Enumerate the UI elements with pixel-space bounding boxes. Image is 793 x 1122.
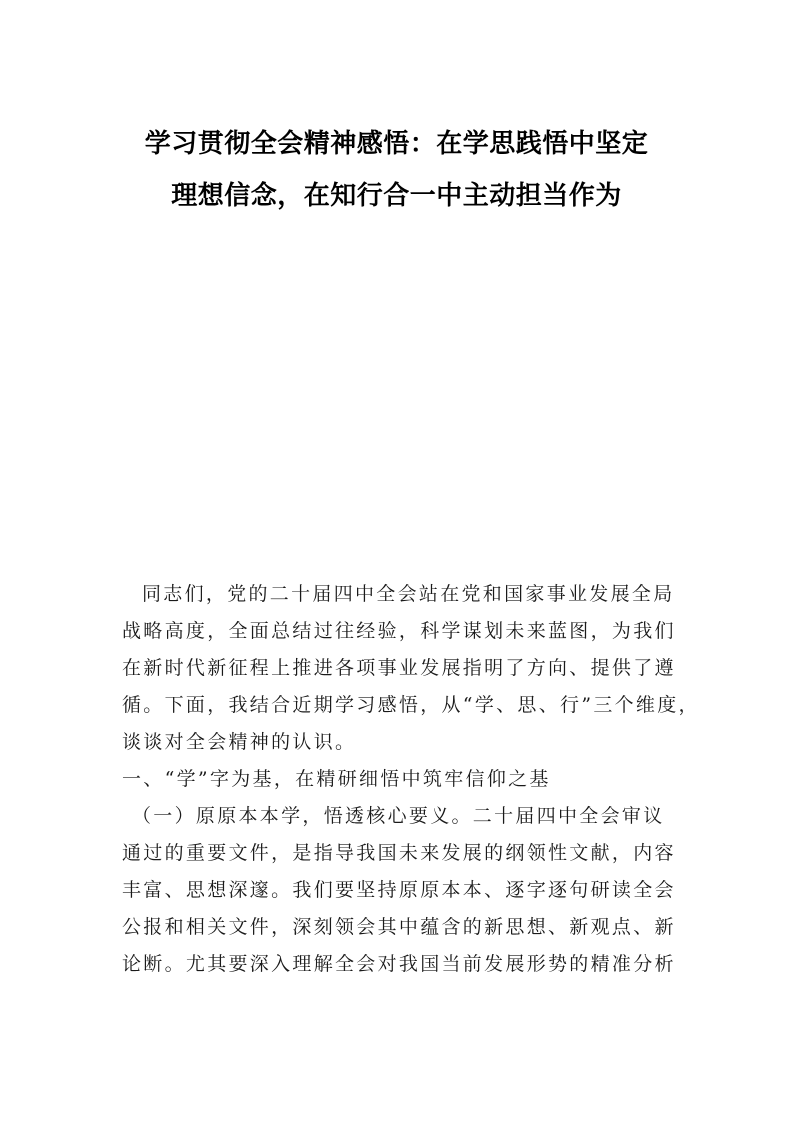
paragraph-line: 谈谈对全会精神的认识。 bbox=[122, 731, 357, 753]
paragraph-line: 同志们，党的二十届四中全会站在党和国家事业发展全局 bbox=[142, 583, 675, 605]
paragraph-line: 公报和相关文件，深刻领会其中蕴含的新思想、新观点、新 bbox=[122, 916, 676, 938]
document-title bbox=[100, 118, 693, 222]
subsection-line: （一）原原本本学，悟透核心要义。二十届四中全会审议 bbox=[132, 805, 665, 827]
section-heading: 一、“学”字为基，在精研细悟中筑牢信仰之基 bbox=[122, 768, 551, 790]
document-body bbox=[122, 576, 700, 983]
paragraph-line: 循。下面，我结合近期学习感悟，从“学、思、行”三个维度， bbox=[122, 694, 700, 716]
paragraph-line: 丰富、思想深邃。我们要坚持原原本本、逐字逐句研读全会 bbox=[122, 879, 676, 901]
paragraph-line: 战略高度，全面总结过往经验，科学谋划未来蓝图，为我们 bbox=[122, 620, 676, 642]
paragraph-line: 通过的重要文件，是指导我国未来发展的纲领性文献，内容 bbox=[122, 842, 676, 864]
title-line-2: 理想信念，在知行合一中主动担当作为 bbox=[171, 181, 622, 211]
paragraph-line: 论断。尤其要深入理解全会对我国当前发展形势的精准分析 bbox=[122, 953, 676, 975]
title-line-1: 学习贯彻全会精神感悟：在学思践悟中坚定 bbox=[144, 129, 649, 159]
paragraph-line: 在新时代新征程上推进各项事业发展指明了方向、提供了遵 bbox=[122, 657, 676, 679]
